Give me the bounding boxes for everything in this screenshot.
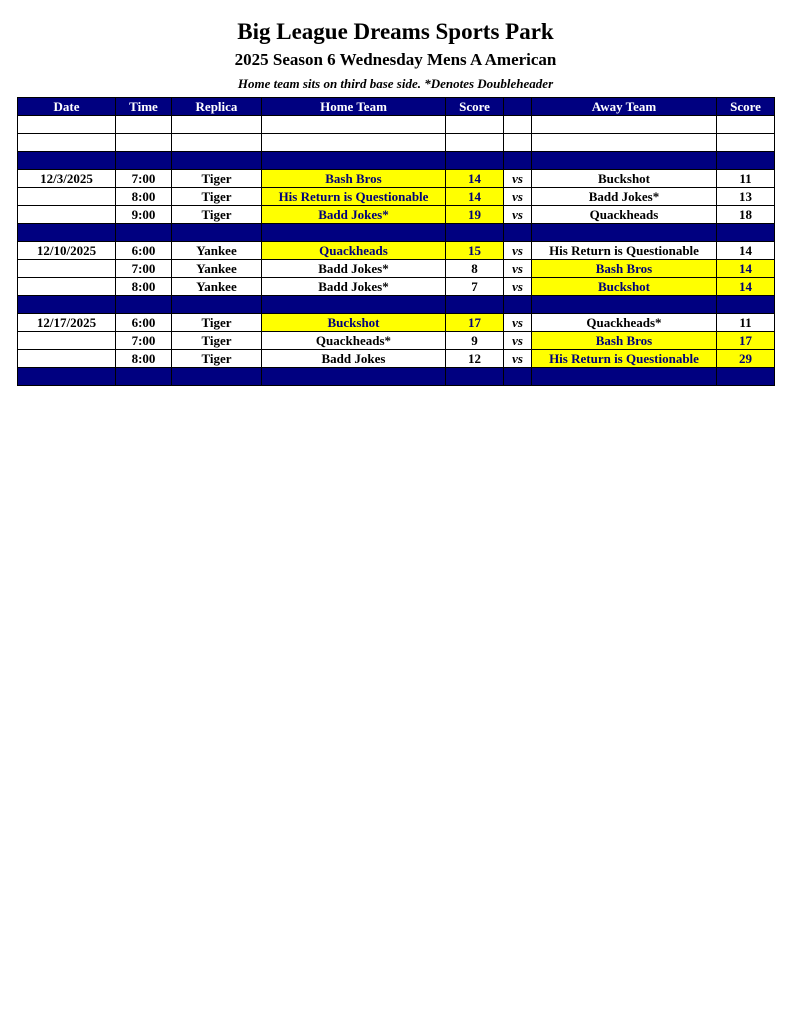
game-field: Tiger [172, 206, 262, 224]
game-field: Tiger [172, 350, 262, 368]
game-time: 7:00 [116, 260, 172, 278]
week-separator [18, 224, 775, 242]
home-team: Bash Bros [262, 170, 446, 188]
game-date [18, 278, 116, 296]
game-field: Tiger [172, 188, 262, 206]
separator-cell [717, 224, 775, 242]
page-subtitle: 2025 Season 6 Wednesday Mens A American [234, 50, 557, 69]
col-header-home-team: Home Team [262, 98, 446, 116]
game-date: 12/17/2025 [18, 314, 116, 332]
home-team: Buckshot [262, 314, 446, 332]
game-row [18, 206, 775, 224]
game-date [18, 350, 116, 368]
home-team: Badd Jokes* [262, 260, 446, 278]
col-header-away-team: Away Team [532, 98, 717, 116]
vs-label: vs [504, 170, 532, 188]
home-team: His Return is Questionable [262, 188, 446, 206]
game-time: 8:00 [116, 350, 172, 368]
game-row [18, 332, 775, 350]
away-team: Badd Jokes* [532, 188, 717, 206]
game-date: 12/3/2025 [18, 170, 116, 188]
page-title: Big League Dreams Sports Park [237, 19, 554, 44]
game-row [18, 260, 775, 278]
vs-label: vs [504, 260, 532, 278]
game-time: 6:00 [116, 314, 172, 332]
week-separator [18, 296, 775, 314]
home-score: 7 [446, 278, 504, 296]
week-separator [18, 368, 775, 386]
home-team: Quackheads* [262, 332, 446, 350]
home-score: 8 [446, 260, 504, 278]
separator-cell [504, 368, 532, 386]
separator-cell [172, 224, 262, 242]
away-score: 14 [717, 278, 775, 296]
vs-label: vs [504, 332, 532, 350]
col-header-home-score: Score [446, 98, 504, 116]
separator-cell [504, 224, 532, 242]
vs-label: vs [504, 278, 532, 296]
away-score: 17 [717, 332, 775, 350]
home-team: Quackheads [262, 242, 446, 260]
game-row [18, 278, 775, 296]
away-score: 29 [717, 350, 775, 368]
game-time: 7:00 [116, 332, 172, 350]
game-field: Tiger [172, 314, 262, 332]
home-score: 9 [446, 332, 504, 350]
home-score: 12 [446, 350, 504, 368]
home-score: 17 [446, 314, 504, 332]
game-time: 7:00 [116, 170, 172, 188]
game-row [18, 242, 775, 260]
schedule-table [17, 97, 775, 386]
col-header-time: Time [116, 98, 172, 116]
separator-cell [446, 296, 504, 314]
away-team: Bash Bros [532, 332, 717, 350]
col-header-date: Date [18, 98, 116, 116]
home-score: 19 [446, 206, 504, 224]
home-score: 15 [446, 242, 504, 260]
separator-cell [446, 224, 504, 242]
home-team: Badd Jokes [262, 350, 446, 368]
separator-cell [504, 296, 532, 314]
schedule-body [18, 116, 775, 386]
away-score: 14 [717, 242, 775, 260]
vs-label: vs [504, 188, 532, 206]
game-row [18, 314, 775, 332]
away-team: His Return is Questionable [532, 242, 717, 260]
game-field: Yankee [172, 278, 262, 296]
game-row [18, 350, 775, 368]
game-row [18, 170, 775, 188]
vs-label: vs [504, 350, 532, 368]
game-field: Tiger [172, 332, 262, 350]
game-date [18, 206, 116, 224]
game-field: Yankee [172, 260, 262, 278]
blank-row [18, 116, 775, 134]
doubleheader-note: Home team sits on third base side. *Denotes Doubleheader [237, 76, 554, 91]
col-header-replica: Replica [172, 98, 262, 116]
away-team: Quackheads* [532, 314, 717, 332]
game-date [18, 332, 116, 350]
game-date [18, 188, 116, 206]
separator-cell [172, 296, 262, 314]
away-team: Quackheads [532, 206, 717, 224]
away-score: 13 [717, 188, 775, 206]
away-score: 11 [717, 314, 775, 332]
col-header-vs [504, 98, 532, 116]
game-field: Tiger [172, 170, 262, 188]
game-row [18, 188, 775, 206]
separator-cell [262, 368, 446, 386]
away-team: Buckshot [532, 170, 717, 188]
game-time: 9:00 [116, 206, 172, 224]
game-time: 6:00 [116, 242, 172, 260]
vs-label: vs [504, 242, 532, 260]
separator-cell [532, 296, 717, 314]
home-team: Badd Jokes* [262, 206, 446, 224]
separator-cell [116, 224, 172, 242]
separator-cell [18, 296, 116, 314]
away-team: Buckshot [532, 278, 717, 296]
home-team: Badd Jokes* [262, 278, 446, 296]
vs-label: vs [504, 314, 532, 332]
separator-cell [116, 368, 172, 386]
home-score: 14 [446, 170, 504, 188]
separator-cell [18, 368, 116, 386]
col-header-away-score: Score [717, 98, 775, 116]
game-date: 12/10/2025 [18, 242, 116, 260]
away-score: 18 [717, 206, 775, 224]
separator-cell [532, 224, 717, 242]
separator-cell [446, 368, 504, 386]
separator-cell [18, 224, 116, 242]
away-score: 14 [717, 260, 775, 278]
game-field: Yankee [172, 242, 262, 260]
separator-cell [262, 224, 446, 242]
table-header-row [18, 98, 775, 116]
blank-row [18, 134, 775, 152]
away-score: 11 [717, 170, 775, 188]
separator-cell [262, 296, 446, 314]
away-team: Bash Bros [532, 260, 717, 278]
home-score: 14 [446, 188, 504, 206]
separator-cell [717, 368, 775, 386]
separator-cell [532, 368, 717, 386]
separator-cell [172, 368, 262, 386]
game-date [18, 260, 116, 278]
week-separator [18, 152, 775, 170]
game-time: 8:00 [116, 188, 172, 206]
vs-label: vs [504, 206, 532, 224]
game-time: 8:00 [116, 278, 172, 296]
away-team: His Return is Questionable [532, 350, 717, 368]
separator-cell [717, 296, 775, 314]
separator-cell [116, 296, 172, 314]
